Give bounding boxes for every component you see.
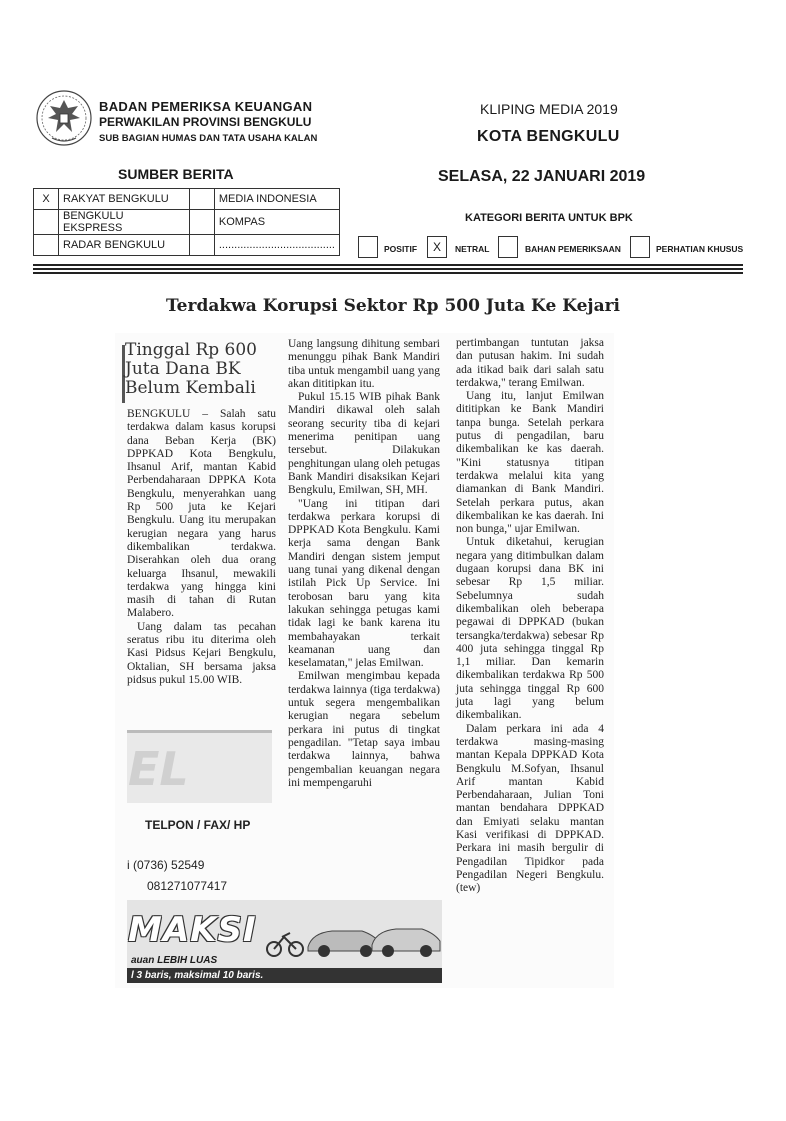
- category-label-perhatian: PERHATIAN KHUSUS: [656, 244, 744, 254]
- source-label: SUMBER BERITA: [118, 166, 234, 182]
- paragraph: "Uang ini titipan dari terdakwa perkara korupsi di DPPKAD Kota Bengkulu. Kami kerja sama dengan Bank Mandiri dengan sistem jemput uang tunai yang dikenal dengan istilah Pick Up Service. Ini terobosan baru yang kita lakukan sehingga petugas kami tidak lagi ke bank karena itu membahayakan terkait keamanan uang dan keselamatan," jelas Emilwan.: [288, 497, 440, 670]
- source-row: [34, 235, 340, 256]
- source-table: [33, 188, 340, 256]
- category-checkbox-perhatian[interactable]: [630, 236, 650, 258]
- source-checkbox[interactable]: X: [34, 189, 59, 210]
- source-checkbox[interactable]: [189, 210, 214, 235]
- bpk-logo-icon: [32, 88, 96, 148]
- org-name: BADAN PEMERIKSA KEUANGAN: [99, 99, 313, 114]
- article-column-2: [288, 338, 440, 790]
- source-checkbox[interactable]: [189, 235, 214, 256]
- category-label-netral: NETRAL: [455, 244, 490, 254]
- org-division: SUB BAGIAN HUMAS DAN TATA USAHA KALAN: [99, 133, 318, 144]
- divider: [33, 264, 743, 266]
- paragraph: Untuk diketahui, kerugian negara yang ditimbulkan dalam dugaan korupsi dana BK ini sebesar Rp 1,5 miliar. Sebelumnya sudah dikembalikan oleh beberapa pegawai di DPPKAD (bukan tersangka/terdakwa) sebesar Rp 400 juta sehingga tinggal Rp 1,1 miliar. Dan kemarin dikembalikan terdakwa Rp 500 juta sehingga tinggal Rp 600 juta lagi yang belum dikembalikan.: [456, 536, 604, 722]
- date-label: SELASA, 22 JANUARI 2019: [438, 168, 646, 185]
- paragraph: Pukul 15.15 WIB pihak Bank Mandiri dikawal oleh salah seorang security tiba di kejari menerima penitipan uang tersebut. Dilakukan penghitungan ulang oleh petugas Bank Mandiri disaksikan Kejari Bengkulu, Emilwan, SH, MH.: [288, 391, 440, 497]
- source-row: [34, 210, 340, 235]
- paragraph: Dalam perkara ini ada 4 terdakwa masing-masing mantan Kepala DPPKAD Kota Bengkulu M.Sofyan, Ihsanul Arif mantan Kabid Perbendaharaan, Julian Toni mantan bendahara DPPKAD dan Emiyati selaku mantan Kasi verifikasi di DPPKAD. Perkara ini masih bergulir di Pengadilan Tipidkor pada Pengadilan Negeri Bengkulu. (tew): [456, 722, 604, 895]
- paragraph: Uang itu, lanjut Emilwan dititipkan ke Bank Mandiri tanpa bunga. Setelah perkara putus di pengadilan, baru dikembalikan ke kas daerah. "Kini statusnya titipan terdakwa melalui kita yang diamankan di Bank Mandiri. Setelah perkara putus, akan dikembalikan ke kas daerah. Ini non bunga," ujar Emilwan.: [456, 390, 604, 536]
- source-checkbox[interactable]: [34, 235, 59, 256]
- ad-brand: MAKSI: [128, 910, 257, 950]
- category-label-positif: POSITIF: [384, 244, 418, 254]
- article-headline: Terdakwa Korupsi Sektor Rp 500 Juta Ke Kejari: [165, 296, 620, 316]
- paragraph: pertimbangan tuntutan jaksa dan putusan hakim. Ini sudah ada itikad baik dari salah satu terdakwa," terang Emilwan.: [456, 337, 604, 389]
- source-name: MEDIA INDONESIA: [214, 189, 339, 210]
- article-column-3: [456, 337, 604, 895]
- paragraph: BENGKULU – Salah satu terdakwa dalam kasus korupsi dana Beban Kerja (BK) DPPKAD Kota Bengkulu, Ihsanul Arif, mantan Kabid Perbendaharaan DPPKA Kota Bengkulu, menyerahkan uang Rp 500 juta ke Kejari Bengkulu. Uang itu merupakan kerugian negara yang harus dikembalikan terdakwa. Diserahkan oleh dua orang keluarga Ihsanul, mewakili terdakwa yang hingga kini masih di tahan di Rutan Malabero.: [127, 408, 276, 620]
- paragraph: Uang langsung dihitung sembari menunggu pihak Bank Mandiri tiba untuk mengambil uang yang akan dititipkan itu.: [288, 338, 440, 390]
- category-label: KATEGORI BERITA UNTUK BPK: [465, 212, 633, 224]
- category-checkbox-bahan[interactable]: [498, 236, 518, 258]
- car-icon: [262, 913, 442, 959]
- source-checkbox[interactable]: [189, 189, 214, 210]
- source-name: RADAR BENGKULU: [59, 235, 190, 256]
- divider: [33, 272, 743, 274]
- divider: [33, 268, 743, 270]
- kliping-title: KLIPING MEDIA 2019: [480, 101, 618, 117]
- article-subhead: Tinggal Rp 600 Juta Dana BK Belum Kembali: [125, 340, 257, 398]
- paragraph: Uang dalam tas pecahan seratus ribu itu diterima oleh Kasi Pidsus Kejari Bengkulu, Oktalian, SH bersama jaksa pidsus pukul 15.00 WIB.: [127, 620, 276, 686]
- article-column-1: [127, 408, 276, 687]
- ad-logo: EL: [128, 742, 189, 796]
- source-checkbox[interactable]: [34, 210, 59, 235]
- category-checkbox-netral[interactable]: X: [427, 236, 447, 258]
- org-branch: PERWAKILAN PROVINSI BENGKULU: [99, 115, 312, 129]
- source-name: RAKYAT BENGKULU: [59, 189, 190, 210]
- source-row: [34, 189, 340, 210]
- ad-phone: i (0736) 52549: [127, 858, 205, 872]
- paragraph: Emilwan mengimbau kepada terdakwa lainnya (tiga terdakwa) untuk segera mengembalikan kerugian negara sebelum perkara ini putus di tingkat pengadilan. "Tetap saya imbau terdakwa lainnya, bahwa pengembalian keuangan negara ini mempengaruhi: [288, 670, 440, 789]
- source-name: KOMPAS: [214, 210, 339, 235]
- category-label-bahan: BAHAN PEMERIKSAAN: [525, 244, 621, 254]
- ad-terms: l 3 baris, maksimal 10 baris.: [127, 968, 442, 983]
- city-title: KOTA BENGKULU: [477, 128, 620, 145]
- source-name: ......................................: [214, 235, 339, 256]
- source-name: BENGKULU EKSPRESS: [59, 210, 190, 235]
- ad-contact-label: TELPON / FAX/ HP: [145, 818, 251, 832]
- ad-tagline: auan LEBIH LUAS: [131, 955, 218, 966]
- category-checkbox-positif[interactable]: [358, 236, 378, 258]
- ad-mobile: 081271077417: [147, 879, 228, 893]
